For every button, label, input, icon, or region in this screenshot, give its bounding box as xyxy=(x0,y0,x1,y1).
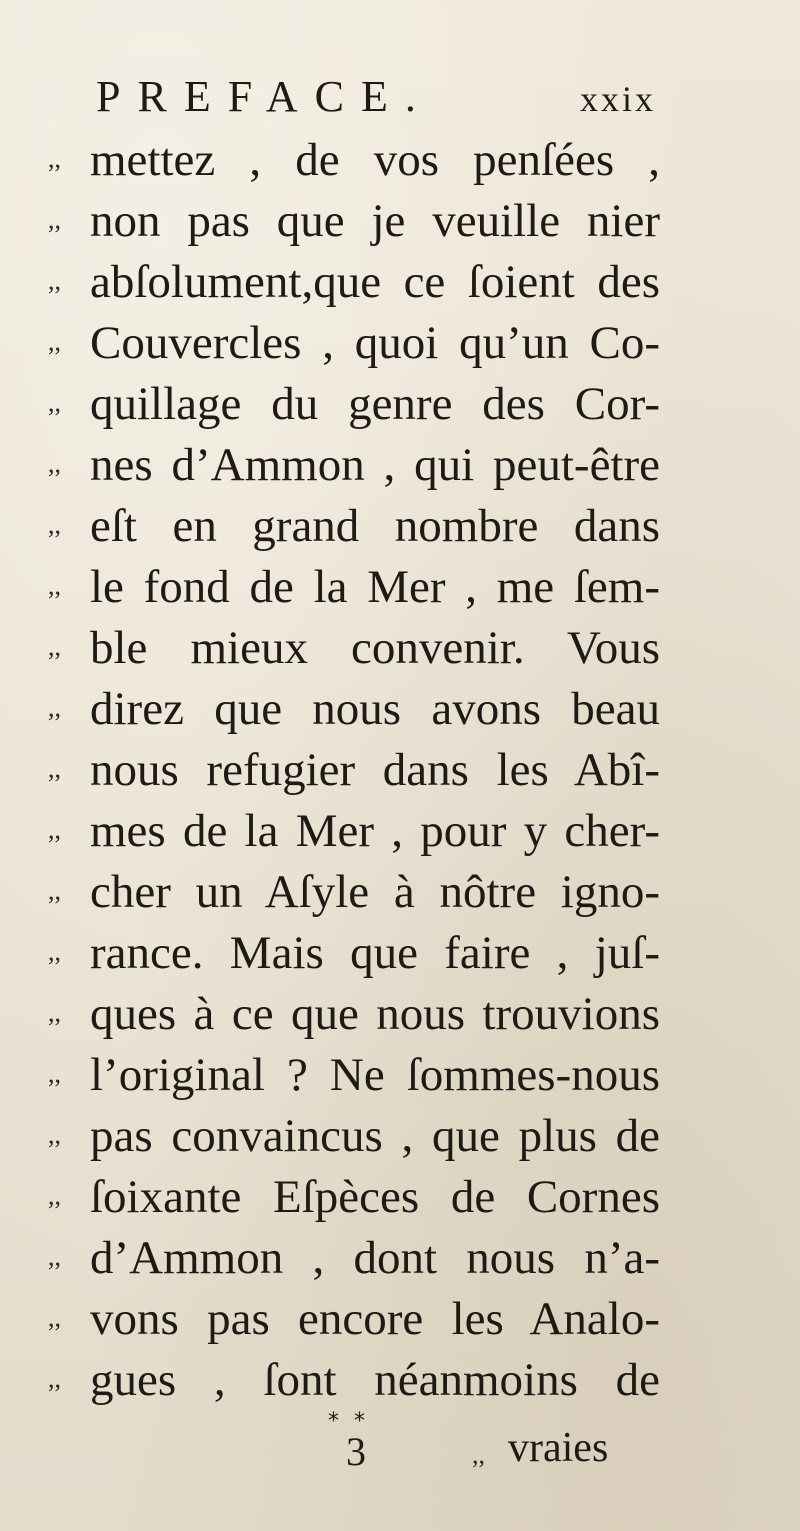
text-line xyxy=(0,1106,800,1168)
text-line xyxy=(0,313,800,375)
text-line xyxy=(0,1289,800,1351)
signature-mark: 3 xyxy=(346,1429,366,1474)
quote-mark: ,, xyxy=(48,693,61,722)
quote-mark: ,, xyxy=(48,754,61,783)
text-line xyxy=(0,1167,800,1229)
quote-mark: ,, xyxy=(48,327,61,356)
line-text: l’original ? Ne ſommes-nous xyxy=(90,1049,660,1101)
line-text: abſolument,que ce ſoient des xyxy=(90,256,660,308)
catchword: vraies xyxy=(508,1425,609,1471)
line-text: le fond de la Mer , me ſem- xyxy=(90,561,660,613)
quote-mark: ,, xyxy=(48,144,61,173)
line-text: vons pas encore les Analo- xyxy=(90,1293,660,1345)
text-line xyxy=(0,984,800,1046)
quote-mark: ,, xyxy=(48,510,61,539)
quote-mark: ,, xyxy=(48,1059,61,1088)
text-line xyxy=(0,862,800,924)
text-line xyxy=(0,1045,800,1107)
text-line xyxy=(0,374,800,436)
signature-stars: * * xyxy=(328,1409,369,1434)
quote-mark: ,, xyxy=(48,205,61,234)
quote-mark: ,, xyxy=(48,632,61,661)
line-text: pas convaincus , que plus de xyxy=(90,1110,660,1162)
text-line xyxy=(0,496,800,558)
quote-mark: ,, xyxy=(48,1364,61,1393)
text-line xyxy=(0,252,800,314)
text-line xyxy=(0,1228,800,1290)
quote-mark: ,, xyxy=(48,1303,61,1332)
line-text: ques à ce que nous trouvions xyxy=(90,988,660,1040)
text-line xyxy=(0,435,800,497)
catchword-quote-mark: ,, xyxy=(472,1440,485,1469)
line-text: d’Ammon , dont nous n’a- xyxy=(90,1232,660,1284)
page-number: xxix xyxy=(579,79,656,119)
quote-mark: ,, xyxy=(48,266,61,295)
line-text: quillage du genre des Cor- xyxy=(90,378,660,430)
page-footer xyxy=(0,1410,800,1480)
text-line xyxy=(0,557,800,619)
quote-mark: ,, xyxy=(48,571,61,600)
quote-mark: ,, xyxy=(48,815,61,844)
quote-mark: ,, xyxy=(48,1242,61,1271)
line-text: nous refugier dans les Abî- xyxy=(90,744,660,796)
quote-mark: ,, xyxy=(48,388,61,417)
text-line xyxy=(0,801,800,863)
line-text: ble mieux convenir. Vous xyxy=(90,622,660,674)
line-text: non pas que je veuille nier xyxy=(90,195,660,247)
quote-mark: ,, xyxy=(48,998,61,1027)
quote-mark: ,, xyxy=(48,1181,61,1210)
line-text: cher un Aſyle à nôtre igno- xyxy=(90,866,660,918)
line-text: eſt en grand nombre dans xyxy=(90,500,660,552)
running-title: PREFACE. xyxy=(96,72,433,121)
line-text: rance. Mais que faire , juſ- xyxy=(90,927,660,979)
text-line xyxy=(0,923,800,985)
quote-mark: ,, xyxy=(48,937,61,966)
text-line xyxy=(0,679,800,741)
quote-mark: ,, xyxy=(48,449,61,478)
text-line xyxy=(0,130,800,192)
line-text: mes de la Mer , pour y cher- xyxy=(90,805,660,857)
quote-mark: ,, xyxy=(48,876,61,905)
line-text: gues , ſont néanmoins de xyxy=(90,1354,660,1406)
line-text: direz que nous avons beau xyxy=(90,683,660,735)
text-line xyxy=(0,1350,800,1412)
line-text: Couvercles , quoi qu’un Co- xyxy=(90,317,660,369)
text-line xyxy=(0,740,800,802)
running-header xyxy=(96,72,656,122)
text-line xyxy=(0,191,800,253)
line-text: mettez , de vos penſées , xyxy=(90,134,660,186)
line-text: nes d’Ammon , qui peut-être xyxy=(90,439,660,491)
quote-mark: ,, xyxy=(48,1120,61,1149)
line-text: ſoixante Eſpèces de Cornes xyxy=(90,1171,660,1223)
text-line xyxy=(0,618,800,680)
